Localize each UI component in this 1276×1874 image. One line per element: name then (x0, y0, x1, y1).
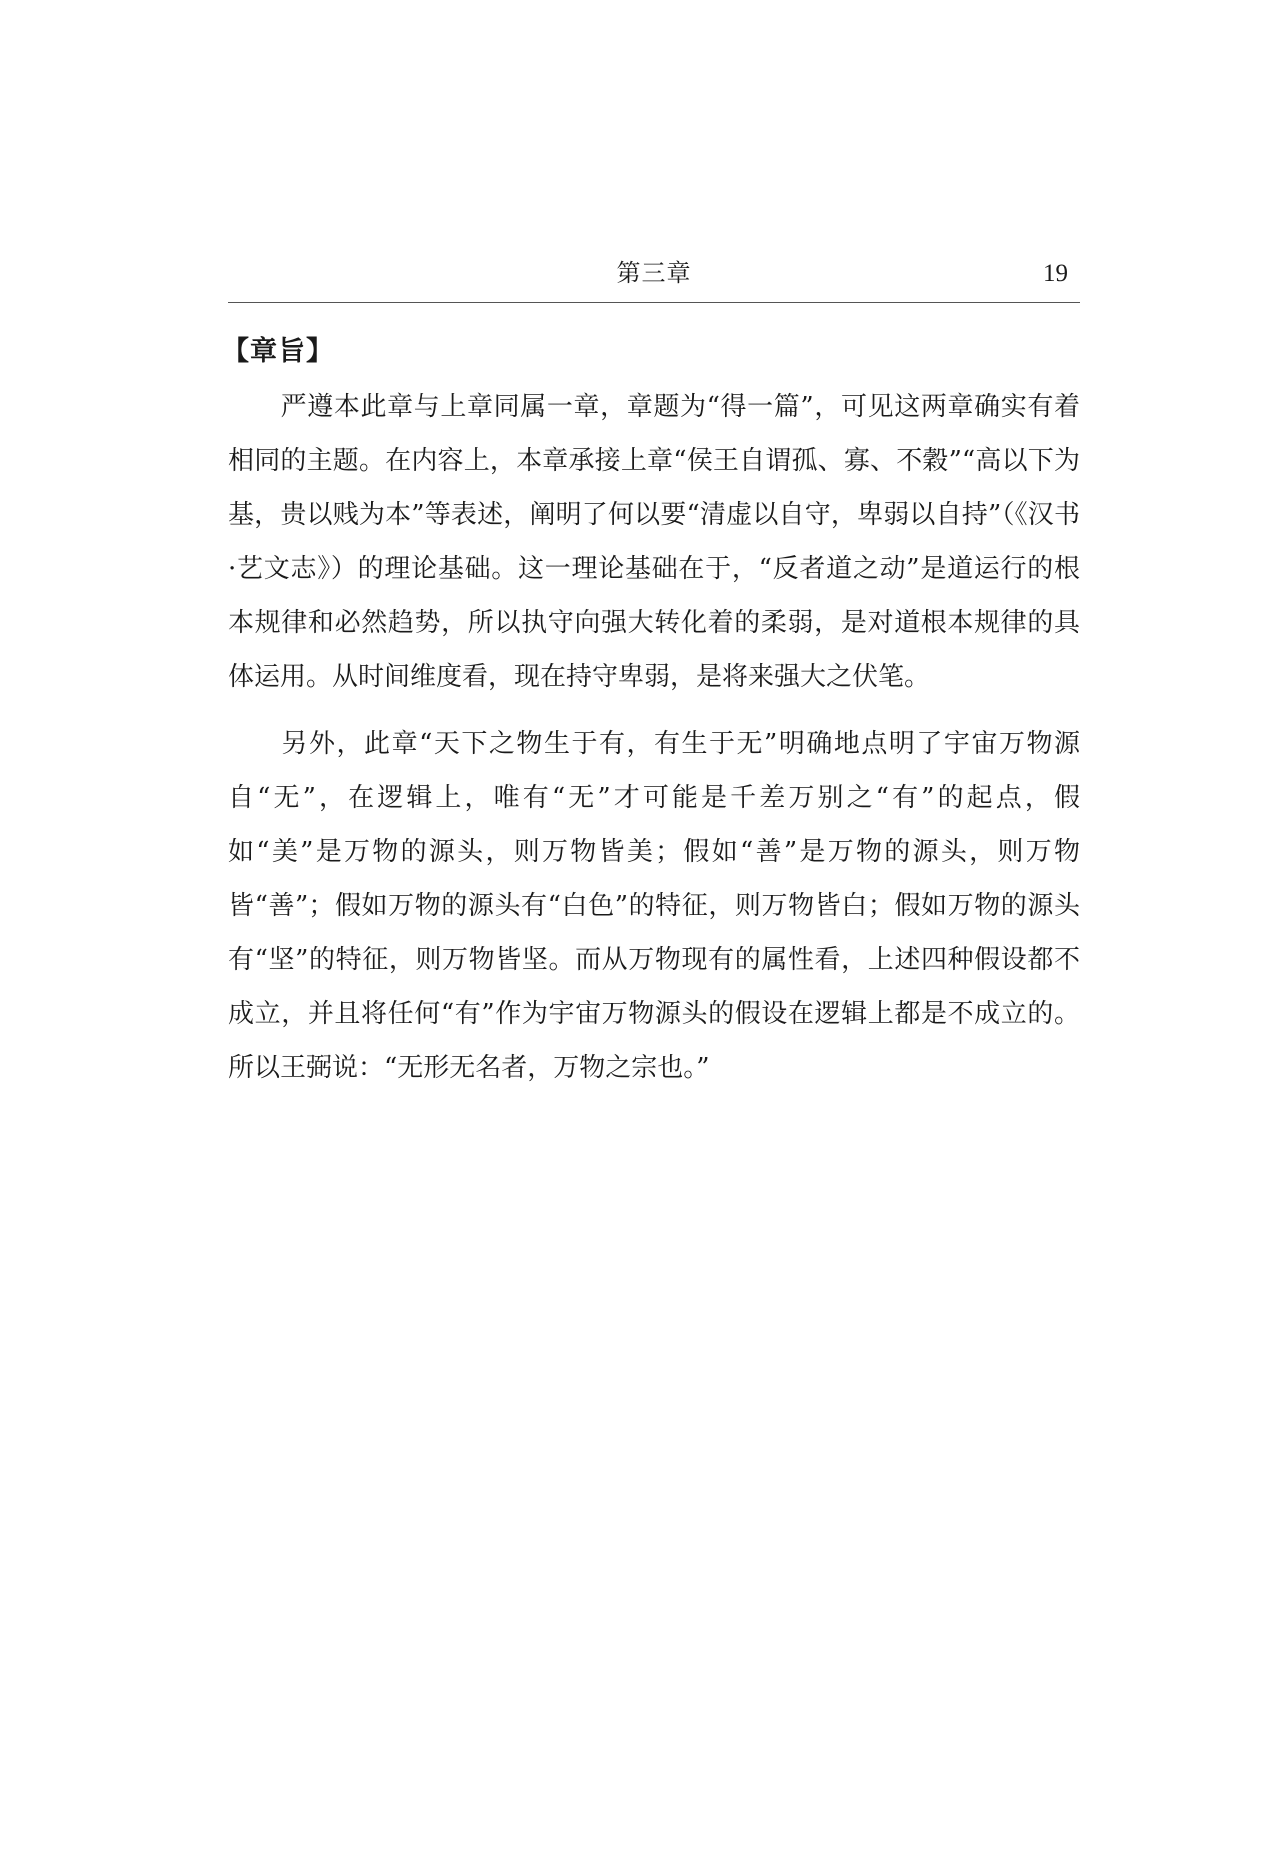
text-line: 道运行的根本规律和必然趋势，所以执守向强大转化着的柔弱，是对道 (228, 554, 1080, 638)
text-line: 着相同的主题。在内容上，本章承接上章“侯王自谓孤、寡、不穀”“高以 (228, 392, 1080, 476)
text-line: 下为基，贵以贱为本”等表述，阐明了何以要“清虚以自守，卑弱以自持” (228, 446, 1080, 530)
text-line: “坚”的特征，则万物皆坚。而从万物现有的属性看，上述四种假设都不 (254, 945, 1080, 975)
body-text (228, 380, 1080, 1095)
paragraph (228, 717, 1080, 1095)
text-line: （《汉书·艺文志》）的理论基础。这一理论基础在于，“反者道之动”是 (228, 500, 1080, 584)
text-line: “美”是万物的源头，则万物皆美；假如“善”是万物的源头，则万物皆 (228, 837, 1080, 921)
header-rule (228, 302, 1080, 303)
text-line: 的。所以王弼说：“无形无名者，万物之宗也。” (228, 999, 1080, 1083)
text-line: 伏笔。 (852, 662, 931, 692)
paragraph (228, 380, 1080, 704)
text-line: “善”；假如万物的源头有“白色”的特征，则万物皆白；假如万物的源头有 (228, 891, 1080, 975)
text-line: 成立，并且将任何“有”作为宇宙万物源头的假设在逻辑上都是不成立 (228, 999, 1028, 1029)
page-number: 19 (1043, 260, 1068, 287)
section-heading: 【章旨】 (222, 336, 334, 367)
text-line: 另外，此章“天下之物生于有，有生于无”明确地点明了宇宙万物源 (280, 729, 1080, 759)
text-line: 根本规律的具体运用。从时间维度看，现在持守卑弱，是将来强大之 (228, 608, 1080, 692)
text-line: 自“无”，在逻辑上，唯有“无”才可能是千差万别之“有”的起点，假如 (228, 783, 1080, 867)
text-line: 严遵本此章与上章同属一章，章题为“得一篇”，可见这两章确实有 (280, 392, 1054, 422)
running-header (228, 256, 1080, 296)
chapter-title: 第三章 (616, 259, 692, 287)
